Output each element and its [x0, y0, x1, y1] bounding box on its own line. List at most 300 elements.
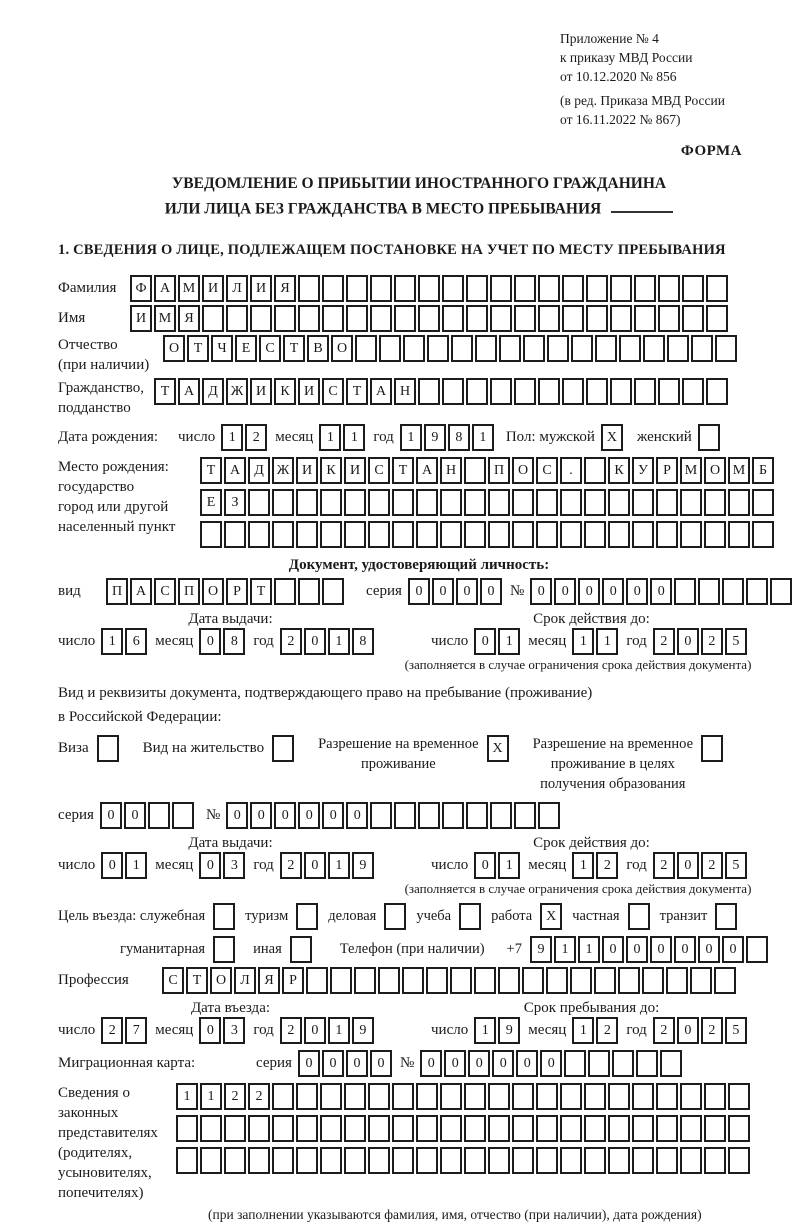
form-cell[interactable] — [514, 305, 536, 332]
form-cell[interactable] — [224, 1147, 246, 1174]
form-cell[interactable] — [346, 305, 368, 332]
form-cell[interactable] — [320, 489, 342, 516]
form-cell[interactable] — [442, 275, 464, 302]
form-cell[interactable] — [296, 1083, 318, 1110]
form-cell[interactable] — [490, 305, 512, 332]
form-cell[interactable] — [514, 275, 536, 302]
form-cell[interactable]: 1 — [221, 424, 243, 451]
form-cell[interactable]: Р — [226, 578, 248, 605]
humanitarian-checkbox[interactable] — [213, 936, 235, 963]
form-cell[interactable]: 9 — [530, 936, 552, 963]
form-cell[interactable]: Л — [234, 967, 256, 994]
form-cell[interactable]: 1 — [328, 628, 350, 655]
form-cell[interactable] — [560, 1115, 582, 1142]
form-cell[interactable] — [706, 378, 728, 405]
form-cell[interactable] — [512, 1147, 534, 1174]
form-cell[interactable]: Н — [440, 457, 462, 484]
form-cell[interactable] — [148, 802, 170, 829]
form-cell[interactable] — [368, 1115, 390, 1142]
form-cell[interactable]: С — [536, 457, 558, 484]
form-cell[interactable] — [722, 578, 744, 605]
form-cell[interactable]: 0 — [626, 936, 648, 963]
form-cell[interactable]: К — [274, 378, 296, 405]
form-cell[interactable]: С — [322, 378, 344, 405]
form-cell[interactable] — [416, 1115, 438, 1142]
form-cell[interactable] — [296, 1115, 318, 1142]
form-cell[interactable] — [682, 305, 704, 332]
form-cell[interactable] — [370, 305, 392, 332]
form-cell[interactable] — [656, 521, 678, 548]
form-cell[interactable]: 6 — [125, 628, 147, 655]
form-cell[interactable]: 9 — [498, 1017, 520, 1044]
form-cell[interactable]: Т — [187, 335, 209, 362]
form-cell[interactable]: 7 — [125, 1017, 147, 1044]
form-cell[interactable] — [612, 1050, 634, 1077]
form-cell[interactable] — [536, 1083, 558, 1110]
male-checkbox[interactable]: X — [601, 424, 623, 451]
form-cell[interactable]: 3 — [223, 852, 245, 879]
form-cell[interactable] — [344, 521, 366, 548]
form-cell[interactable] — [474, 967, 496, 994]
form-cell[interactable]: Т — [250, 578, 272, 605]
form-cell[interactable] — [619, 335, 641, 362]
form-cell[interactable] — [618, 967, 640, 994]
form-cell[interactable]: 0 — [226, 802, 248, 829]
form-cell[interactable] — [586, 305, 608, 332]
visa-checkbox[interactable] — [97, 735, 119, 762]
form-cell[interactable] — [714, 967, 736, 994]
form-cell[interactable]: 0 — [346, 1050, 368, 1077]
form-cell[interactable]: К — [320, 457, 342, 484]
form-cell[interactable]: 0 — [480, 578, 502, 605]
form-cell[interactable]: А — [178, 378, 200, 405]
form-cell[interactable]: 0 — [346, 802, 368, 829]
form-cell[interactable] — [379, 335, 401, 362]
form-cell[interactable]: 0 — [516, 1050, 538, 1077]
form-cell[interactable]: О — [210, 967, 232, 994]
form-cell[interactable] — [200, 521, 222, 548]
form-cell[interactable] — [370, 802, 392, 829]
form-cell[interactable]: М — [680, 457, 702, 484]
form-cell[interactable]: 0 — [626, 578, 648, 605]
form-cell[interactable] — [610, 275, 632, 302]
form-cell[interactable] — [770, 578, 792, 605]
form-cell[interactable] — [523, 335, 545, 362]
form-cell[interactable] — [402, 967, 424, 994]
form-cell[interactable] — [346, 275, 368, 302]
form-cell[interactable] — [464, 489, 486, 516]
form-cell[interactable] — [426, 967, 448, 994]
form-cell[interactable] — [674, 578, 696, 605]
form-cell[interactable] — [595, 335, 617, 362]
tourism-checkbox[interactable] — [296, 903, 318, 930]
form-cell[interactable] — [584, 521, 606, 548]
form-cell[interactable] — [464, 1115, 486, 1142]
form-cell[interactable] — [418, 305, 440, 332]
form-cell[interactable] — [656, 1115, 678, 1142]
form-cell[interactable] — [656, 489, 678, 516]
form-cell[interactable] — [394, 275, 416, 302]
form-cell[interactable] — [272, 1115, 294, 1142]
form-cell[interactable] — [298, 275, 320, 302]
form-cell[interactable] — [514, 378, 536, 405]
form-cell[interactable] — [248, 1115, 270, 1142]
form-cell[interactable] — [322, 275, 344, 302]
form-cell[interactable]: 2 — [653, 1017, 675, 1044]
form-cell[interactable] — [522, 967, 544, 994]
form-cell[interactable]: 0 — [650, 578, 672, 605]
form-cell[interactable] — [560, 1083, 582, 1110]
form-cell[interactable]: 0 — [199, 628, 221, 655]
form-cell[interactable]: 1 — [125, 852, 147, 879]
form-cell[interactable] — [392, 489, 414, 516]
form-cell[interactable] — [272, 1147, 294, 1174]
form-cell[interactable]: 1 — [498, 628, 520, 655]
form-cell[interactable] — [538, 275, 560, 302]
form-cell[interactable] — [322, 578, 344, 605]
form-cell[interactable] — [704, 521, 726, 548]
form-cell[interactable] — [440, 521, 462, 548]
form-cell[interactable] — [667, 335, 689, 362]
form-cell[interactable] — [475, 335, 497, 362]
form-cell[interactable]: Ж — [226, 378, 248, 405]
form-cell[interactable] — [728, 1083, 750, 1110]
form-cell[interactable] — [418, 275, 440, 302]
form-cell[interactable] — [584, 1115, 606, 1142]
form-cell[interactable] — [394, 305, 416, 332]
form-cell[interactable] — [450, 967, 472, 994]
business-checkbox[interactable] — [384, 903, 406, 930]
form-cell[interactable] — [680, 1115, 702, 1142]
form-cell[interactable]: 1 — [498, 852, 520, 879]
form-cell[interactable] — [560, 1147, 582, 1174]
form-cell[interactable] — [392, 1115, 414, 1142]
form-cell[interactable] — [536, 489, 558, 516]
form-cell[interactable] — [512, 1083, 534, 1110]
form-cell[interactable] — [418, 802, 440, 829]
form-cell[interactable]: З — [224, 489, 246, 516]
form-cell[interactable]: 0 — [578, 578, 600, 605]
form-cell[interactable]: 0 — [674, 936, 696, 963]
form-cell[interactable]: Д — [202, 378, 224, 405]
form-cell[interactable] — [634, 305, 656, 332]
form-cell[interactable] — [354, 967, 376, 994]
form-cell[interactable]: 0 — [100, 802, 122, 829]
form-cell[interactable] — [536, 521, 558, 548]
form-cell[interactable] — [656, 1147, 678, 1174]
form-cell[interactable]: 2 — [280, 628, 302, 655]
form-cell[interactable] — [442, 802, 464, 829]
form-cell[interactable] — [658, 305, 680, 332]
form-cell[interactable]: 8 — [352, 628, 374, 655]
form-cell[interactable] — [344, 1147, 366, 1174]
form-cell[interactable] — [296, 489, 318, 516]
form-cell[interactable] — [704, 1147, 726, 1174]
form-cell[interactable]: Р — [656, 457, 678, 484]
form-cell[interactable]: 0 — [474, 628, 496, 655]
form-cell[interactable]: Д — [248, 457, 270, 484]
form-cell[interactable]: 0 — [199, 852, 221, 879]
form-cell[interactable]: 0 — [492, 1050, 514, 1077]
form-cell[interactable]: 2 — [224, 1083, 246, 1110]
form-cell[interactable]: 1 — [572, 852, 594, 879]
form-cell[interactable] — [488, 1083, 510, 1110]
form-cell[interactable]: 0 — [298, 1050, 320, 1077]
form-cell[interactable] — [488, 489, 510, 516]
form-cell[interactable] — [224, 521, 246, 548]
form-cell[interactable] — [488, 1115, 510, 1142]
form-cell[interactable]: Ф — [130, 275, 152, 302]
form-cell[interactable] — [464, 457, 486, 484]
form-cell[interactable] — [634, 378, 656, 405]
form-cell[interactable] — [570, 967, 592, 994]
form-cell[interactable]: 1 — [578, 936, 600, 963]
form-cell[interactable]: 2 — [101, 1017, 123, 1044]
form-cell[interactable] — [698, 578, 720, 605]
form-cell[interactable] — [368, 489, 390, 516]
form-cell[interactable] — [320, 1115, 342, 1142]
residence-permit-checkbox[interactable] — [272, 735, 294, 762]
form-cell[interactable]: 2 — [701, 852, 723, 879]
form-cell[interactable] — [306, 967, 328, 994]
form-cell[interactable] — [636, 1050, 658, 1077]
form-cell[interactable]: 2 — [280, 852, 302, 879]
form-cell[interactable] — [682, 378, 704, 405]
form-cell[interactable]: 0 — [420, 1050, 442, 1077]
form-cell[interactable] — [320, 521, 342, 548]
form-cell[interactable]: 9 — [352, 1017, 374, 1044]
form-cell[interactable] — [584, 489, 606, 516]
form-cell[interactable] — [274, 578, 296, 605]
form-cell[interactable] — [547, 335, 569, 362]
form-cell[interactable] — [464, 1147, 486, 1174]
form-cell[interactable] — [440, 1083, 462, 1110]
form-cell[interactable] — [680, 1147, 702, 1174]
female-checkbox[interactable] — [698, 424, 720, 451]
form-cell[interactable] — [200, 1115, 222, 1142]
form-cell[interactable]: 0 — [540, 1050, 562, 1077]
form-cell[interactable]: 0 — [304, 1017, 326, 1044]
form-cell[interactable] — [538, 802, 560, 829]
form-cell[interactable]: 1 — [328, 852, 350, 879]
form-cell[interactable]: М — [728, 457, 750, 484]
form-cell[interactable]: 0 — [304, 852, 326, 879]
form-cell[interactable]: Л — [226, 275, 248, 302]
form-cell[interactable] — [634, 275, 656, 302]
form-cell[interactable] — [368, 1147, 390, 1174]
form-cell[interactable] — [176, 1147, 198, 1174]
form-cell[interactable]: 0 — [677, 1017, 699, 1044]
form-cell[interactable]: 5 — [725, 852, 747, 879]
form-cell[interactable] — [706, 305, 728, 332]
form-cell[interactable]: А — [154, 275, 176, 302]
form-cell[interactable] — [586, 275, 608, 302]
form-cell[interactable] — [564, 1050, 586, 1077]
form-cell[interactable] — [440, 1147, 462, 1174]
form-cell[interactable] — [584, 1083, 606, 1110]
form-cell[interactable] — [538, 305, 560, 332]
form-cell[interactable]: И — [344, 457, 366, 484]
form-cell[interactable]: 1 — [572, 1017, 594, 1044]
other-checkbox[interactable] — [290, 936, 312, 963]
form-cell[interactable]: 0 — [468, 1050, 490, 1077]
form-cell[interactable]: П — [106, 578, 128, 605]
form-cell[interactable] — [392, 521, 414, 548]
form-cell[interactable]: 2 — [596, 1017, 618, 1044]
form-cell[interactable]: 2 — [245, 424, 267, 451]
form-cell[interactable]: У — [632, 457, 654, 484]
form-cell[interactable]: 0 — [677, 852, 699, 879]
study-checkbox[interactable] — [459, 903, 481, 930]
form-cell[interactable] — [632, 489, 654, 516]
form-cell[interactable] — [403, 335, 425, 362]
form-cell[interactable]: О — [163, 335, 185, 362]
form-cell[interactable] — [512, 489, 534, 516]
form-cell[interactable]: И — [296, 457, 318, 484]
form-cell[interactable]: С — [162, 967, 184, 994]
form-cell[interactable]: 1 — [472, 424, 494, 451]
form-cell[interactable] — [536, 1115, 558, 1142]
form-cell[interactable] — [608, 1115, 630, 1142]
form-cell[interactable]: О — [202, 578, 224, 605]
form-cell[interactable] — [416, 521, 438, 548]
form-cell[interactable] — [320, 1083, 342, 1110]
form-cell[interactable]: . — [560, 457, 582, 484]
form-cell[interactable]: 0 — [408, 578, 430, 605]
form-cell[interactable] — [490, 378, 512, 405]
form-cell[interactable] — [728, 1147, 750, 1174]
form-cell[interactable] — [499, 335, 521, 362]
form-cell[interactable] — [514, 802, 536, 829]
form-cell[interactable] — [608, 1083, 630, 1110]
form-cell[interactable] — [272, 1083, 294, 1110]
form-cell[interactable]: 0 — [370, 1050, 392, 1077]
form-cell[interactable] — [746, 578, 768, 605]
form-cell[interactable] — [224, 1115, 246, 1142]
form-cell[interactable]: 0 — [304, 628, 326, 655]
form-cell[interactable] — [632, 521, 654, 548]
form-cell[interactable]: 9 — [424, 424, 446, 451]
form-cell[interactable] — [706, 275, 728, 302]
form-cell[interactable] — [690, 967, 712, 994]
form-cell[interactable]: 2 — [701, 1017, 723, 1044]
form-cell[interactable] — [680, 1083, 702, 1110]
form-cell[interactable] — [427, 335, 449, 362]
form-cell[interactable] — [660, 1050, 682, 1077]
form-cell[interactable] — [588, 1050, 610, 1077]
form-cell[interactable]: 0 — [274, 802, 296, 829]
form-cell[interactable]: М — [154, 305, 176, 332]
form-cell[interactable] — [466, 802, 488, 829]
form-cell[interactable] — [536, 1147, 558, 1174]
form-cell[interactable]: Т — [186, 967, 208, 994]
form-cell[interactable]: 0 — [124, 802, 146, 829]
form-cell[interactable] — [560, 521, 582, 548]
form-cell[interactable]: 8 — [223, 628, 245, 655]
form-cell[interactable] — [490, 275, 512, 302]
form-cell[interactable] — [680, 521, 702, 548]
form-cell[interactable] — [610, 305, 632, 332]
form-cell[interactable]: 1 — [554, 936, 576, 963]
form-cell[interactable] — [642, 967, 664, 994]
form-cell[interactable] — [272, 521, 294, 548]
form-cell[interactable]: 5 — [725, 628, 747, 655]
form-cell[interactable] — [248, 489, 270, 516]
work-checkbox[interactable]: X — [540, 903, 562, 930]
form-cell[interactable]: 2 — [280, 1017, 302, 1044]
form-cell[interactable] — [752, 521, 774, 548]
form-cell[interactable]: Н — [394, 378, 416, 405]
form-cell[interactable] — [200, 1147, 222, 1174]
form-cell[interactable]: 1 — [176, 1083, 198, 1110]
form-cell[interactable]: Б — [752, 457, 774, 484]
form-cell[interactable]: 1 — [328, 1017, 350, 1044]
form-cell[interactable]: И — [250, 275, 272, 302]
form-cell[interactable] — [488, 1147, 510, 1174]
form-cell[interactable]: С — [154, 578, 176, 605]
form-cell[interactable]: И — [298, 378, 320, 405]
temp-residence-checkbox[interactable]: X — [487, 735, 509, 762]
form-cell[interactable]: С — [368, 457, 390, 484]
form-cell[interactable] — [442, 305, 464, 332]
form-cell[interactable] — [512, 1115, 534, 1142]
form-cell[interactable]: Т — [200, 457, 222, 484]
form-cell[interactable]: 2 — [596, 852, 618, 879]
form-cell[interactable]: 0 — [456, 578, 478, 605]
form-cell[interactable] — [571, 335, 593, 362]
form-cell[interactable] — [250, 305, 272, 332]
form-cell[interactable]: 0 — [250, 802, 272, 829]
form-cell[interactable] — [394, 802, 416, 829]
form-cell[interactable]: И — [130, 305, 152, 332]
form-cell[interactable] — [370, 275, 392, 302]
form-cell[interactable] — [442, 378, 464, 405]
transit-checkbox[interactable] — [715, 903, 737, 930]
form-cell[interactable] — [378, 967, 400, 994]
form-cell[interactable] — [584, 1147, 606, 1174]
form-cell[interactable]: 0 — [298, 802, 320, 829]
form-cell[interactable]: 5 — [725, 1017, 747, 1044]
form-cell[interactable]: Т — [154, 378, 176, 405]
form-cell[interactable] — [416, 489, 438, 516]
form-cell[interactable]: Я — [274, 275, 296, 302]
form-cell[interactable] — [656, 1083, 678, 1110]
form-cell[interactable] — [202, 305, 224, 332]
form-cell[interactable] — [344, 1115, 366, 1142]
form-cell[interactable] — [691, 335, 713, 362]
form-cell[interactable] — [451, 335, 473, 362]
form-cell[interactable]: 1 — [343, 424, 365, 451]
form-cell[interactable] — [608, 1147, 630, 1174]
form-cell[interactable] — [490, 802, 512, 829]
form-cell[interactable] — [248, 1147, 270, 1174]
form-cell[interactable]: А — [130, 578, 152, 605]
form-cell[interactable] — [226, 305, 248, 332]
form-cell[interactable]: Р — [282, 967, 304, 994]
official-checkbox[interactable] — [213, 903, 235, 930]
form-cell[interactable] — [418, 378, 440, 405]
form-cell[interactable]: 1 — [400, 424, 422, 451]
form-cell[interactable] — [330, 967, 352, 994]
form-cell[interactable] — [680, 489, 702, 516]
form-cell[interactable] — [296, 521, 318, 548]
form-cell[interactable] — [466, 275, 488, 302]
form-cell[interactable]: 3 — [223, 1017, 245, 1044]
form-cell[interactable]: 0 — [530, 578, 552, 605]
form-cell[interactable] — [440, 1115, 462, 1142]
form-cell[interactable]: 0 — [199, 1017, 221, 1044]
form-cell[interactable] — [344, 1083, 366, 1110]
